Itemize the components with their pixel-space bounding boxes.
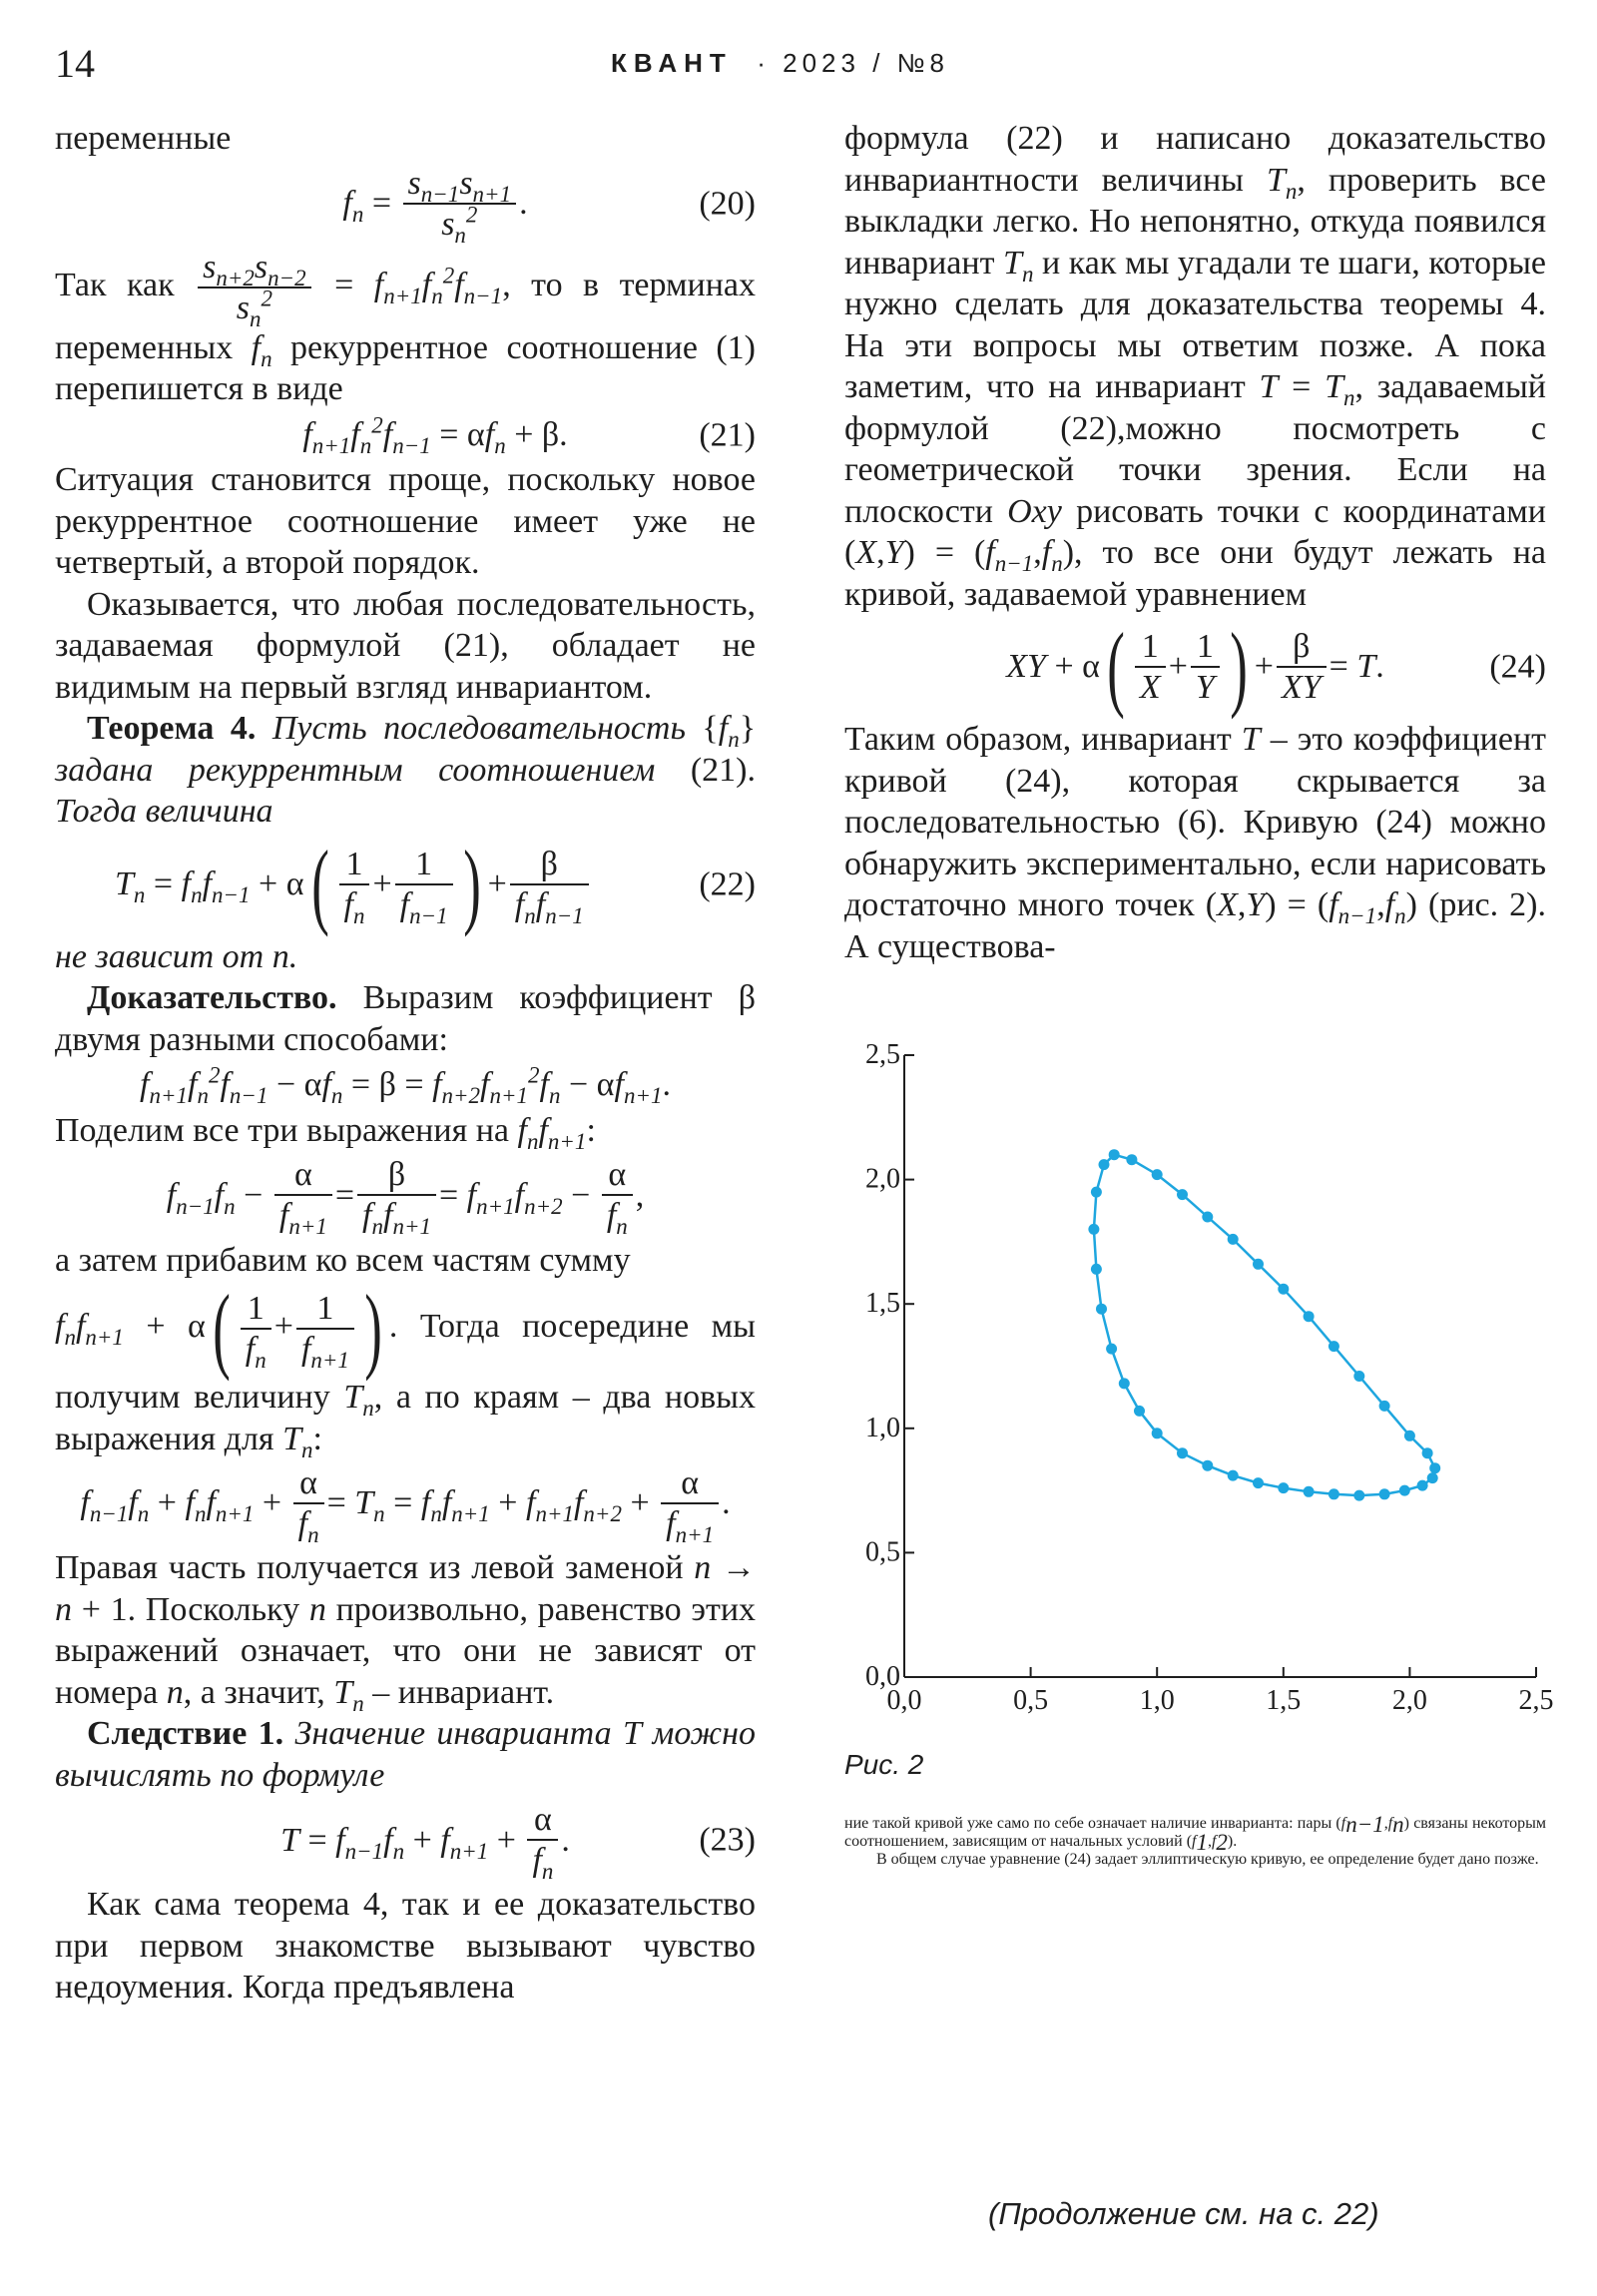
- data-point: [1404, 1431, 1415, 1441]
- data-point: [1096, 1304, 1107, 1315]
- continuation-note: (Продолжение см. на с. 22): [988, 2196, 1379, 2231]
- paragraph: а затем прибавим ко всем частям сумму: [55, 1241, 631, 1279]
- data-point: [1099, 1159, 1110, 1170]
- equation-24: XY + α ( $\frac{1}{X}$ + $\frac{1}{Y}$ ) + $\frac{\beta}{XY}$ = T . (24): [1006, 613, 1546, 720]
- x-tick-label: 1,0: [1139, 1685, 1175, 1716]
- equation-divided: $f_{n-1}f_n$ − $\frac{\alpha}{f_{n+1}}$ = $\frac{\beta}{f_nf_{n+1}}$ = $f_{n+1}f_{n+2}$ − $\frac{\alpha}{f_n}$ ,: [166, 1156, 645, 1240]
- data-point: [1379, 1488, 1390, 1499]
- paragraph: Поделим все три выражения на $f_nf_{n+1}$:: [55, 1111, 596, 1154]
- data-point: [1228, 1234, 1239, 1245]
- equation-22: $T_n$ = $f_nf_{n-1}$ + α ( $\frac{1}{f_n}$ + $\frac{1}{f_{n-1}}$ ) + $\frac{\beta}{f_nf_{n-1}}$ (22): [115, 830, 756, 937]
- data-point: [1177, 1189, 1188, 1200]
- equation-beta: $f_{n+1}f_n^2f_{n-1}$ − α $f_n$ = β = $f_{n+2}f_{n+1}^2f_n$ − α $f_{n+1}$ .: [140, 1063, 671, 1109]
- y-tick-label: 1,5: [865, 1288, 900, 1320]
- data-point: [1091, 1187, 1102, 1198]
- y-tick-label: 0,0: [865, 1661, 900, 1692]
- paragraph: $f_nf_{n+1} + \alpha$( $\frac{1}{f_n}$ + $\frac{1}{f_{n+1}}$ ) . Тогда посередине мы получим величину $T_n$, а по краям – два новых выражения для $T_n$:: [55, 1275, 757, 1462]
- equation-number: (23): [699, 1821, 756, 1859]
- data-point: [1152, 1169, 1163, 1180]
- series-line: [1094, 1155, 1435, 1495]
- paragraph: Так как $\frac{s_{n+2}s_{n-2}}{s_n^2}$ = $f_{n+1}f_n^2f_{n-1}$, то в терминах переменных $f_n$ рекуррентное соотношение (1) перепишется в виде: [55, 248, 756, 408]
- x-tick-label: 2,0: [1391, 1685, 1427, 1716]
- equation-number: (24): [1489, 648, 1546, 686]
- proof: Доказательство. Выразим коэффициент β двумя разными способами:: [55, 979, 757, 1058]
- data-point: [1177, 1447, 1188, 1458]
- data-point: [1427, 1472, 1438, 1483]
- equation-number: (21): [699, 415, 756, 453]
- data-point: [1353, 1371, 1364, 1382]
- issue-number: · 2023 / №8: [757, 48, 949, 78]
- equation-tn-both: $f_{n-1}f_n$ + $f_nf_{n+1}$ + $\frac{\alpha}{f_n}$ = $T_n$ = $f_nf_{n+1}$ + $f_{n+1}f_{n+2}$ + $\frac{\alpha}{f_{n+1}}$ .: [80, 1464, 731, 1547]
- journal-name: КВАНТ: [611, 48, 733, 78]
- figure-2-chart: [844, 1038, 1563, 1782]
- paragraph: Правая часть получается из левой заменой n → n + 1. Поскольку n произвольно, равенство этих выражений означает, что они не зависят от номера n, а значит, $T_n$ – инвариант.: [55, 1549, 757, 1716]
- y-tick-label: 1,0: [865, 1412, 900, 1443]
- equation-21: $f_{n+1}f_n^2f_{n-1}$ = α $f_n$ + β. (21): [302, 412, 756, 458]
- figure-caption: Рис. 2: [844, 1749, 924, 1780]
- equation-number: (20): [699, 184, 756, 222]
- paragraph: Ситуация становится проще, поскольку новое рекуррентное соотношение имеет уже не четвертый, а второй порядок.: [55, 461, 756, 582]
- data-point: [1329, 1488, 1339, 1499]
- data-point: [1304, 1486, 1315, 1497]
- x-tick-label: 2,5: [1518, 1685, 1554, 1716]
- data-point: [1109, 1149, 1120, 1160]
- equation-23: T = $f_{n-1}f_n$ + $f_{n+1}$ + $\frac{\alpha}{f_n}$ . (23): [280, 1801, 756, 1885]
- page-number: 14: [55, 41, 95, 86]
- y-tick-label: 2,5: [865, 1039, 900, 1070]
- paragraph: Оказывается, что любая последовательность, задаваемая формулой (21), обладает не видимым на первый взгляд инвариантом.: [55, 585, 756, 706]
- data-point: [1417, 1480, 1428, 1491]
- left-column: [55, 118, 756, 2009]
- data-point: [1278, 1482, 1289, 1493]
- data-point: [1152, 1428, 1163, 1438]
- data-point: [1091, 1264, 1102, 1275]
- paragraph: формула (22) и написано доказательство инвариантности величины $T_n$, проверить все выкладки легко. Но непонятно, откуда появился инвариант $T_n$ и как мы угадали те шаги, которые нужно сделать для доказательства теоремы 4. На эти вопросы мы ответим позже. А пока заметим, что на инвариант $T = T_n$, задаваемый формулой (22),можно посмотреть с геометрической точки зрения. Если на плоскости Oxy рисовать точки с координатами $(X,Y) = (f_{n-1},f_n)$, то все они будут лежать на кривой, задаваемой уравнением: [844, 120, 1547, 613]
- equation-number: (22): [699, 865, 756, 903]
- right-column-bottom: [844, 1812, 1547, 1869]
- data-point: [1278, 1284, 1289, 1295]
- y-tick-label: 0,5: [865, 1536, 900, 1568]
- paragraph: Таким образом, инвариант T – это коэффициент кривой (24), которая скрывается за последовательностью (6). Кривую (24) можно обнаружить экспериментально, если нарисовать достаточно много точек $(X,Y) = (f_{n-1},f_n)$ (рис. 2). А существова-: [844, 721, 1547, 965]
- data-point: [1228, 1470, 1239, 1481]
- data-point: [1106, 1344, 1117, 1355]
- paragraph: переменные: [55, 120, 232, 157]
- data-point: [1134, 1406, 1145, 1417]
- data-point: [1399, 1485, 1410, 1496]
- data-point: [1329, 1341, 1339, 1352]
- data-point: [1379, 1401, 1390, 1412]
- data-point: [1253, 1477, 1264, 1488]
- y-tick-label: 2,0: [865, 1163, 900, 1195]
- x-tick-label: 0,5: [1013, 1685, 1049, 1716]
- data-point: [1088, 1224, 1099, 1235]
- data-point: [1353, 1490, 1364, 1501]
- x-tick-label: 0,0: [886, 1685, 922, 1716]
- x-tick-label: 1,5: [1266, 1685, 1302, 1716]
- data-point: [1304, 1311, 1315, 1322]
- theorem-end: не зависит от n.: [55, 937, 298, 975]
- data-point: [1202, 1460, 1213, 1471]
- paragraph: В общем случае уравнение (24) задает эллиптическую кривую, ее определение будет дано позже.: [876, 1851, 1539, 1868]
- theorem-4: Теорема 4. Пусть последовательность $\{f_n\}$ задана рекуррентным соотношением (21). Тогда величина: [55, 710, 757, 831]
- paragraph: Как сама теорема 4, так и ее доказательство при первом знакомстве вызывают чувство недоумения. Когда предъявлена: [55, 1886, 756, 2007]
- data-point: [1429, 1462, 1440, 1473]
- data-point: [1422, 1447, 1433, 1458]
- running-header: [611, 48, 949, 79]
- equation-20: $f_n$ = $\frac{s_{n-1}s_{n+1}}{s_n^2}$ . (20): [342, 164, 756, 248]
- data-point: [1202, 1212, 1213, 1223]
- paragraph: ние такой кривой уже само по себе означает наличие инварианта: пары $(f_{n-1},f_n)$ связаны некоторым соотношением, зависящим от начальных условий $(f_1,f_2)$.: [844, 1812, 1547, 1856]
- data-point: [1119, 1378, 1130, 1389]
- data-point: [1253, 1259, 1264, 1270]
- corollary-1: Следствие 1. Значение инварианта T можно вычислять по формуле: [55, 1715, 756, 1794]
- right-column: [844, 118, 1546, 967]
- data-point: [1126, 1154, 1137, 1165]
